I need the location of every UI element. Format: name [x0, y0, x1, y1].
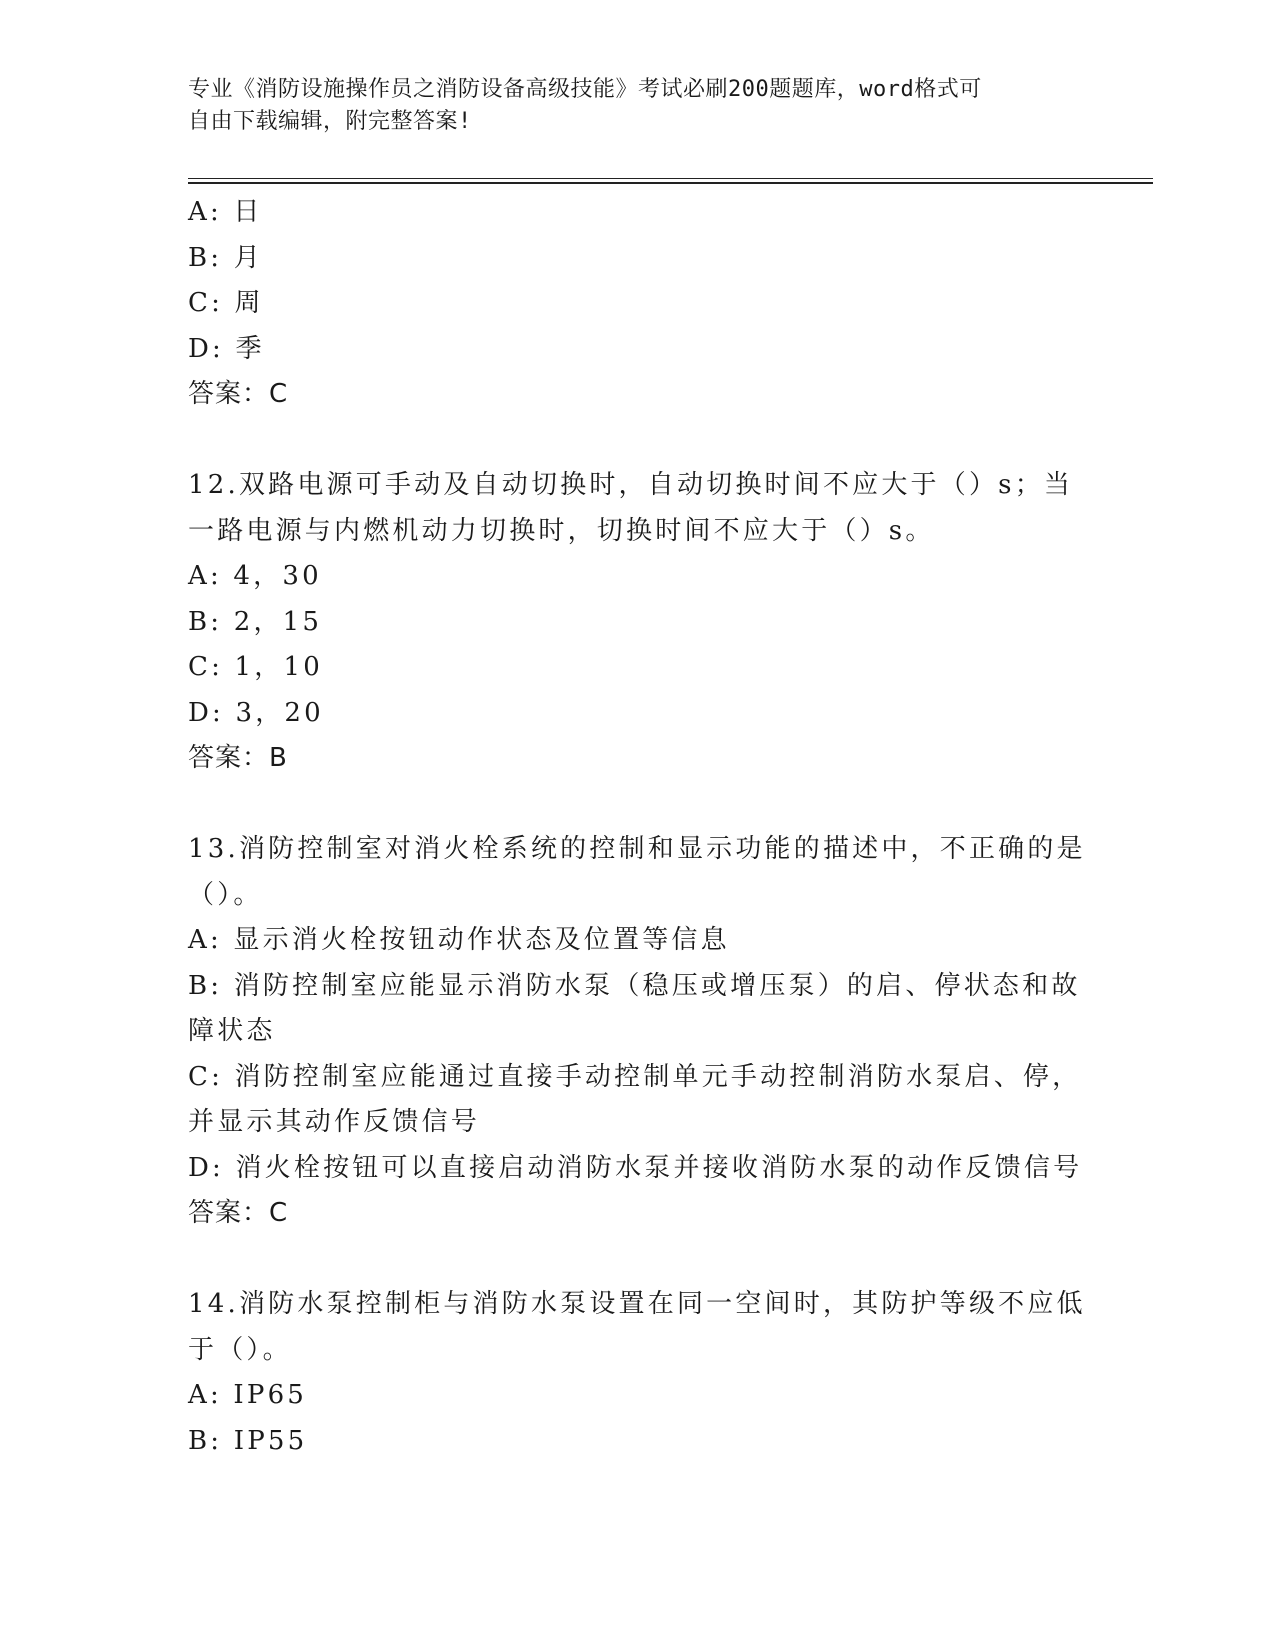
document-header: [188, 74, 1068, 138]
answer-line: 答案：C: [188, 379, 289, 409]
question-14: [188, 1282, 1086, 1464]
question-11: [188, 190, 1068, 418]
question-stem-line: （）。: [188, 879, 263, 910]
answer-line: 答案：C: [188, 1198, 289, 1228]
question-content: [188, 190, 1086, 1464]
option-d: D: 季: [188, 333, 265, 364]
question-stem-line: 12.双路电源可手动及自动切换时，自动切换时间不应大于（）s；当: [188, 470, 1074, 500]
question-13: [188, 827, 1086, 1237]
option-c: C: 消防控制室应能通过直接手动控制单元手动控制消防水泵启、停，: [188, 1061, 1082, 1092]
option-a: A: 显示消火栓按钮动作状态及位置等信息: [188, 925, 730, 955]
option-b: B: 月: [188, 242, 263, 273]
question-12: [188, 463, 1074, 782]
question-stem-line: 13.消防控制室对消火栓系统的控制和显示功能的描述中，不正确的是: [188, 834, 1086, 864]
spacer: [188, 1237, 1068, 1283]
header-line-1: 专业《消防设施操作员之消防设备高级技能》考试必刷200题题库，word格式可: [188, 77, 982, 102]
question-stem-line: 一路电源与内燃机动力切换时，切换时间不应大于（）s。: [188, 515, 935, 546]
option-b: B: 2，15: [188, 606, 323, 637]
option-a: A: IP65: [188, 1380, 308, 1410]
option-d: D: 3，20: [188, 697, 324, 728]
option-b: B: IP55: [188, 1425, 308, 1456]
answer-line: 答案：B: [188, 743, 288, 773]
option-a: A: 日: [188, 197, 263, 227]
option-c: C: 1，10: [188, 652, 323, 682]
option-c-continued: 并显示其动作反馈信号: [188, 1107, 481, 1137]
option-b: B: 消防控制室应能显示消防水泵（稳压或增压泵）的启、停状态和故: [188, 970, 1081, 1001]
option-d: D: 消火栓按钮可以直接启动消防水泵并接收消防水泵的动作反馈信号: [188, 1152, 1083, 1183]
question-stem-line: 于（）。: [188, 1334, 292, 1365]
option-c: C: 周: [188, 288, 264, 318]
option-b-continued: 障状态: [188, 1016, 276, 1046]
header-rule-thick: [188, 182, 1153, 184]
header-rule-thin: [188, 178, 1153, 179]
question-stem-line: 14.消防水泵控制柜与消防水泵设置在同一空间时，其防护等级不应低: [188, 1289, 1086, 1319]
option-a: A: 4，30: [188, 561, 322, 591]
spacer: [188, 782, 1068, 828]
header-line-2: 自由下载编辑，附完整答案!: [188, 109, 472, 134]
spacer: [188, 418, 1068, 464]
